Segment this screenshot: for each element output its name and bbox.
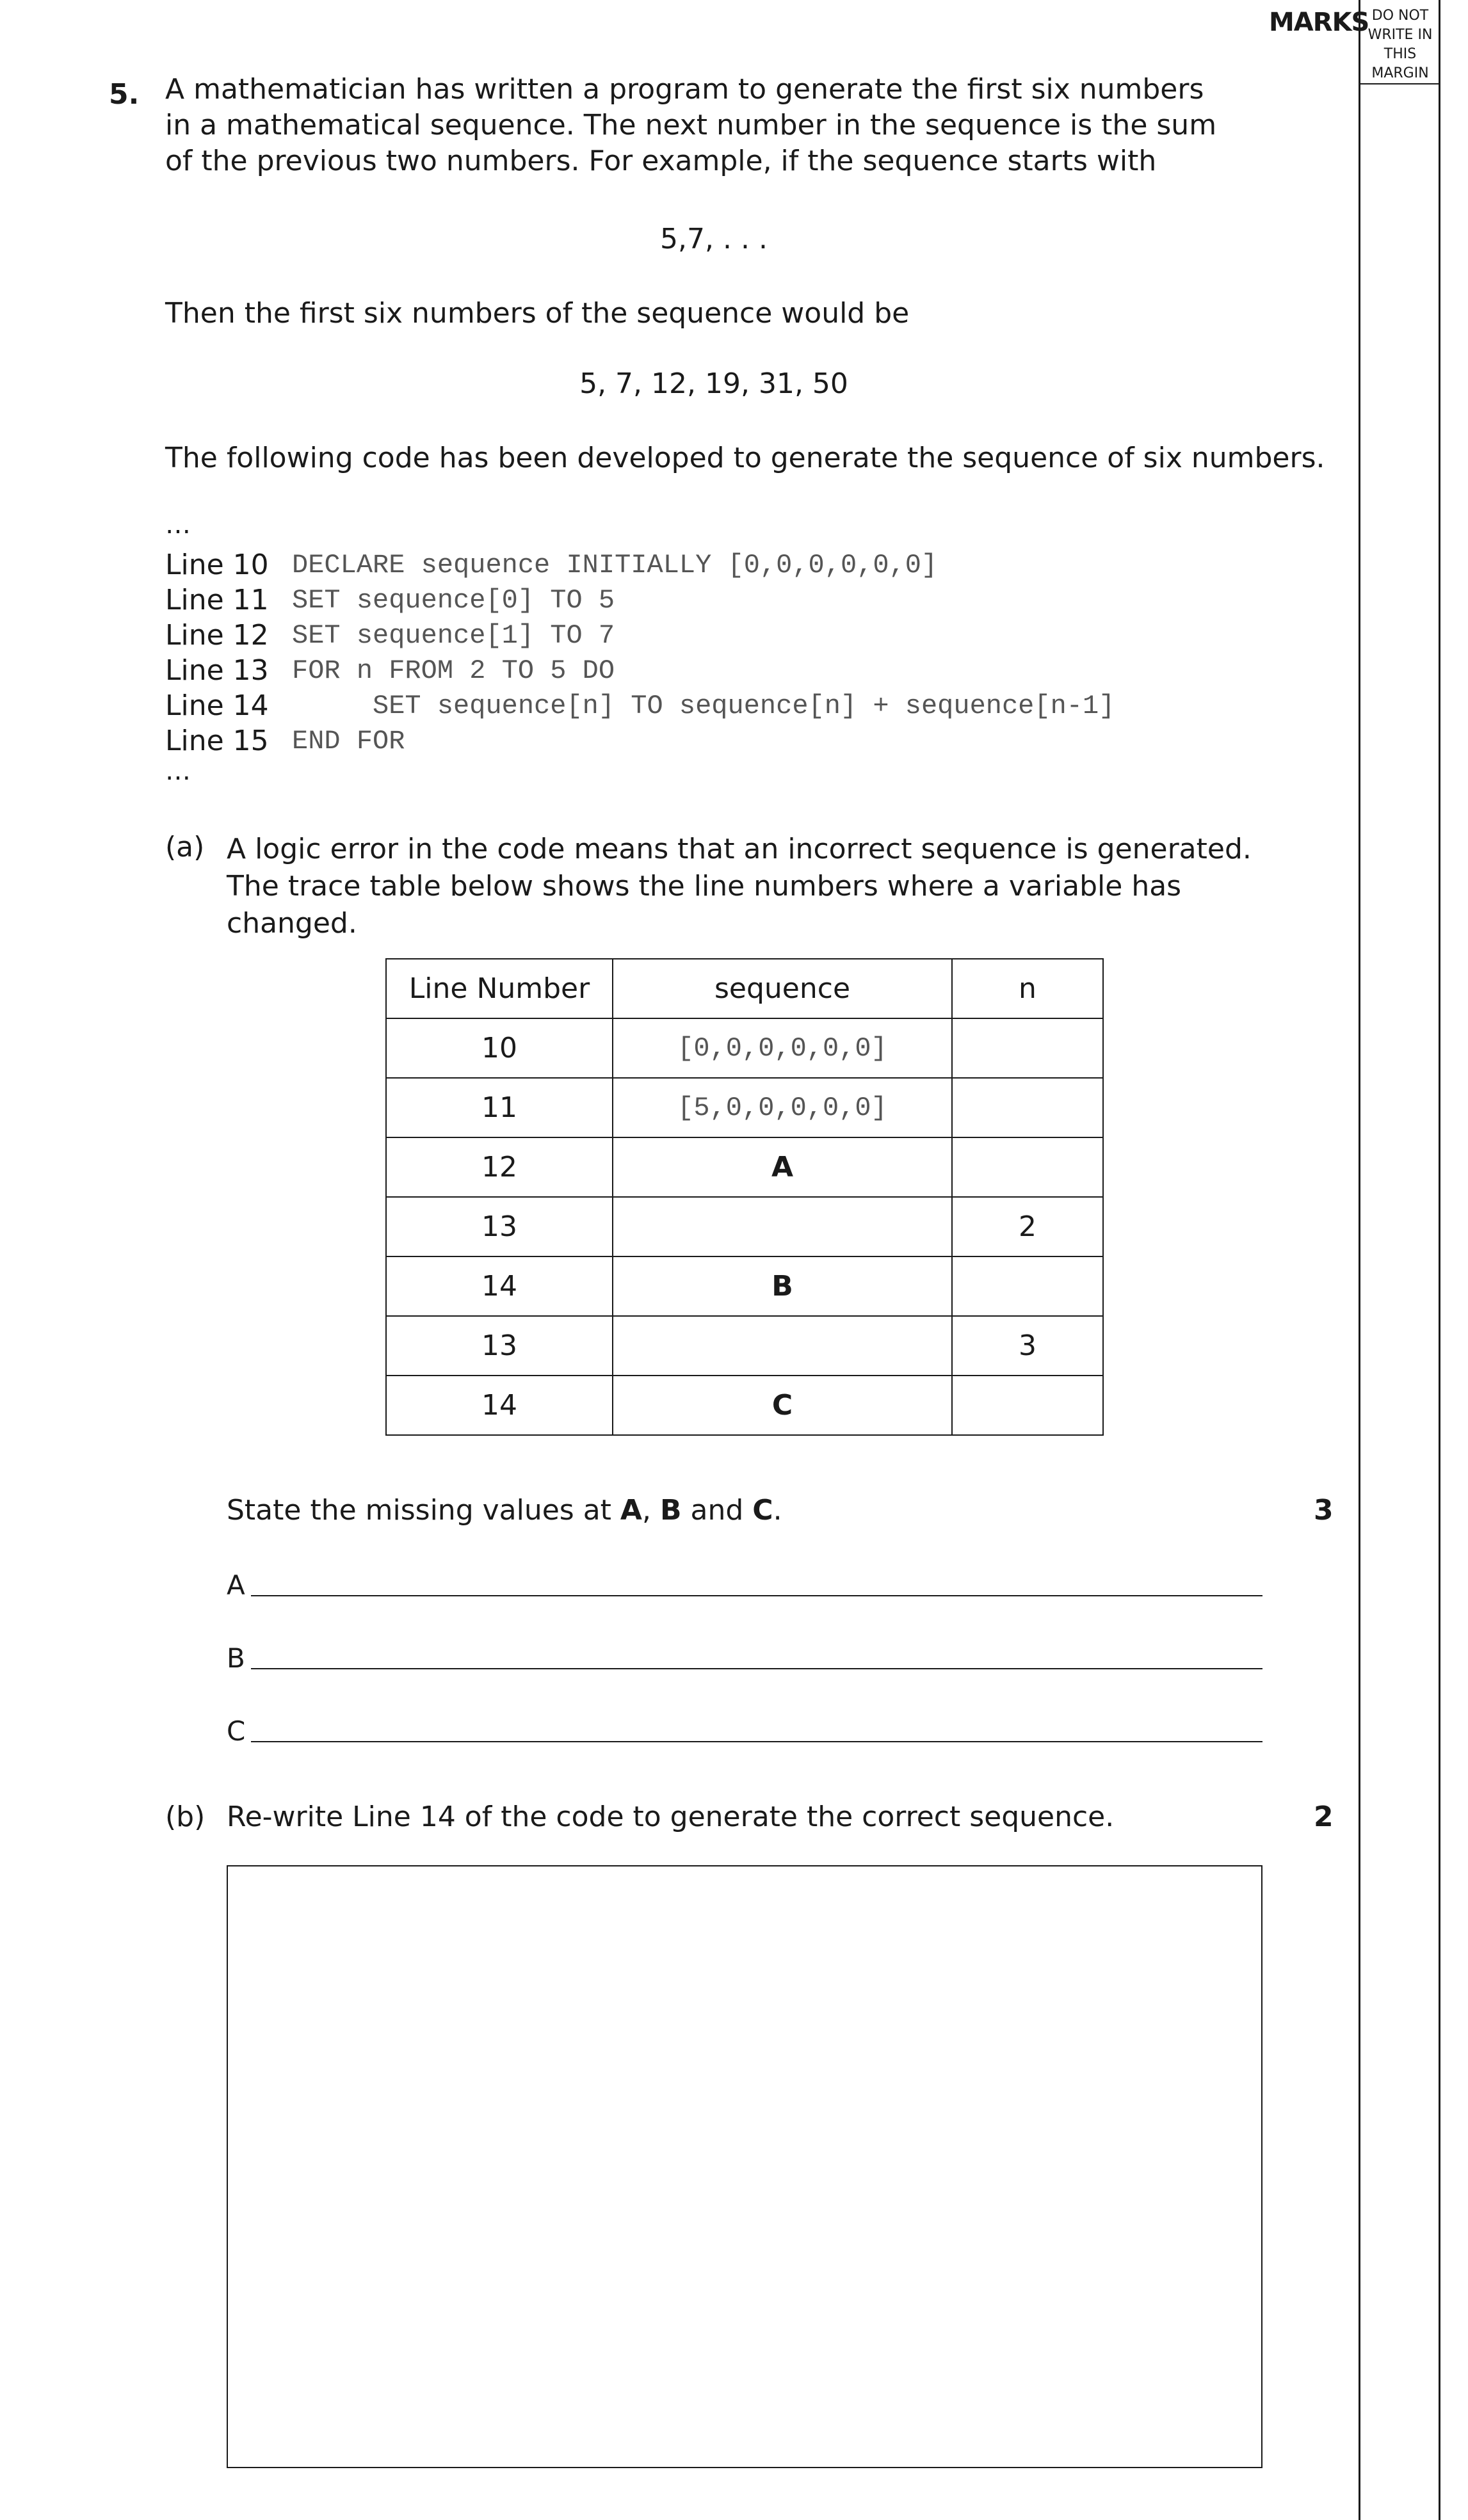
code-line bbox=[165, 688, 1115, 723]
table-row bbox=[386, 1197, 1103, 1256]
margin-header-rule bbox=[1359, 83, 1440, 84]
code-line-text: SET sequence[0] TO 5 bbox=[292, 584, 615, 616]
header-line-number: Line Number bbox=[386, 959, 613, 1018]
answer-line-c[interactable] bbox=[251, 1741, 1262, 1742]
code-line bbox=[165, 653, 1115, 688]
cell-sequence-missing: B bbox=[613, 1256, 952, 1316]
cell-line-number: 14 bbox=[386, 1376, 613, 1435]
cell-n: 2 bbox=[952, 1197, 1103, 1256]
code-ellipsis-bottom: … bbox=[165, 757, 191, 786]
header-n: n bbox=[952, 959, 1103, 1018]
code-line-text: FOR n FROM 2 TO 5 DO bbox=[292, 655, 615, 686]
header-sequence: sequence bbox=[613, 959, 952, 1018]
then-text: Then the first six numbers of the sequence would be bbox=[165, 297, 910, 330]
code-ellipsis-top: … bbox=[165, 510, 191, 540]
question-number: 5. bbox=[109, 78, 140, 111]
code-line-number: Line 12 bbox=[165, 619, 269, 652]
cell-sequence: [5,0,0,0,0,0] bbox=[613, 1078, 952, 1137]
code-line-text: SET sequence[n] TO sequence[n] + sequence[n-1] bbox=[292, 690, 1115, 721]
code-line-text: END FOR bbox=[292, 725, 405, 757]
part-b-marks: 2 bbox=[1314, 1801, 1334, 1833]
table-row bbox=[386, 1078, 1103, 1137]
code-line-number: Line 13 bbox=[165, 654, 269, 687]
answer-line-b[interactable] bbox=[251, 1668, 1262, 1669]
cell-n: 3 bbox=[952, 1316, 1103, 1376]
answer-label-a: A bbox=[227, 1569, 245, 1601]
cell-n bbox=[952, 1018, 1103, 1078]
part-b-answer-box[interactable] bbox=[227, 1865, 1262, 2468]
cell-n bbox=[952, 1256, 1103, 1316]
following-text: The following code has been developed to generate the sequence of six numbers. bbox=[165, 442, 1325, 474]
code-line bbox=[165, 723, 1115, 758]
cell-line-number: 14 bbox=[386, 1256, 613, 1316]
cell-line-number: 13 bbox=[386, 1197, 613, 1256]
cell-n bbox=[952, 1078, 1103, 1137]
part-a-text: A logic error in the code means that an incorrect sequence is generated. The trace table below shows the line numbers where a variable has changed. bbox=[227, 833, 1252, 940]
table-row bbox=[386, 1137, 1103, 1197]
trace-table-header-row bbox=[386, 959, 1103, 1018]
sequence-start-example: 5,7, . . . bbox=[660, 223, 768, 255]
code-line-number: Line 14 bbox=[165, 689, 269, 722]
cell-line-number: 11 bbox=[386, 1078, 613, 1137]
code-line-text: SET sequence[1] TO 7 bbox=[292, 620, 615, 651]
table-row bbox=[386, 1256, 1103, 1316]
table-row bbox=[386, 1376, 1103, 1435]
code-block bbox=[165, 512, 1115, 794]
answer-label-b: B bbox=[227, 1642, 245, 1674]
cell-line-number: 13 bbox=[386, 1316, 613, 1376]
part-b-text: Re-write Line 14 of the code to generate the correct sequence. bbox=[227, 1801, 1115, 1833]
sequence-six-example: 5, 7, 12, 19, 31, 50 bbox=[579, 367, 848, 400]
margin-divider-right bbox=[1439, 0, 1440, 2520]
part-a-marks: 3 bbox=[1314, 1494, 1334, 1527]
code-line-number: Line 11 bbox=[165, 584, 269, 616]
cell-n bbox=[952, 1376, 1103, 1435]
cell-line-number: 10 bbox=[386, 1018, 613, 1078]
part-b-label: (b) bbox=[165, 1801, 206, 1833]
code-line bbox=[165, 618, 1115, 653]
cell-line-number: 12 bbox=[386, 1137, 613, 1197]
table-row bbox=[386, 1018, 1103, 1078]
do-not-write-label: DO NOT WRITE IN THIS MARGIN bbox=[1367, 8, 1433, 81]
margin-divider-left bbox=[1359, 0, 1360, 2520]
cell-sequence-missing: C bbox=[613, 1376, 952, 1435]
cell-sequence bbox=[613, 1197, 952, 1256]
code-line-text: DECLARE sequence INITIALLY [0,0,0,0,0,0] bbox=[292, 549, 938, 581]
cell-n bbox=[952, 1137, 1103, 1197]
code-line-number: Line 10 bbox=[165, 549, 269, 581]
cell-sequence: [0,0,0,0,0,0] bbox=[613, 1018, 952, 1078]
part-a-label: (a) bbox=[165, 831, 205, 863]
part-a-instruction: State the missing values at A, B and C. bbox=[227, 1494, 782, 1527]
cell-sequence bbox=[613, 1316, 952, 1376]
code-line-number: Line 15 bbox=[165, 725, 269, 757]
code-line bbox=[165, 582, 1115, 618]
answer-line-a[interactable] bbox=[251, 1595, 1262, 1596]
cell-sequence-missing: A bbox=[613, 1137, 952, 1197]
marks-column-label: MARKS bbox=[1269, 8, 1369, 37]
table-row bbox=[386, 1316, 1103, 1376]
question-intro: A mathematician has written a program to generate the first six numbers in a mathematical sequence. The next number in the sequence is the sum of the previous two numbers. For example, if the sequence starts with bbox=[165, 73, 1217, 177]
code-line bbox=[165, 547, 1115, 582]
answer-label-c: C bbox=[227, 1715, 246, 1747]
trace-table bbox=[385, 958, 1104, 1436]
